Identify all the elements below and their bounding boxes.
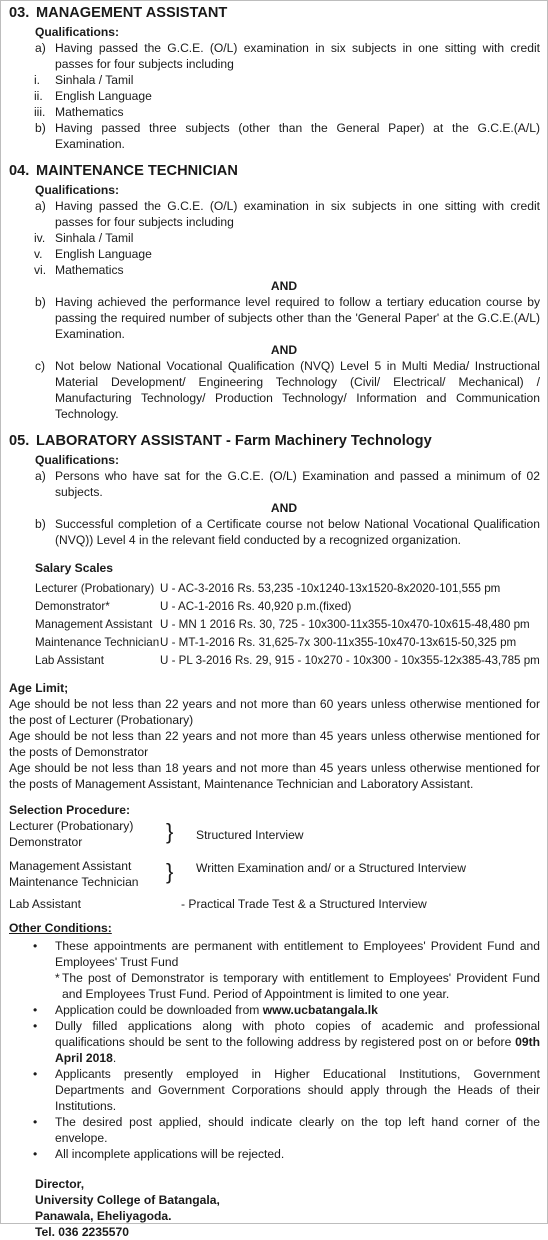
salary-row: Maintenance Technician U - MT-1-2016 Rs. 31,625-7x 300-11x355-10x470-13x615-50,325 pm xyxy=(35,636,517,649)
vacancy-notice-page xyxy=(0,4,548,1240)
subject-item: v. English Language xyxy=(34,247,152,261)
telephone: Tel. 036 2235570 xyxy=(35,1225,129,1239)
qualifications-label: Qualifications: xyxy=(35,25,119,39)
and-separator: AND xyxy=(270,343,298,357)
condition-item: • The desired post applied, should indicate clearly on the top left hand corner of the envelope. xyxy=(33,1115,540,1145)
age-limit-heading: Age Limit; xyxy=(9,681,69,695)
qualification-a: a) Persons who have sat for the G.C.E. (O/L) Examination and passed a minimum of 02 subjects. xyxy=(35,469,540,499)
and-separator: AND xyxy=(270,501,298,515)
subject-item: ii. English Language xyxy=(34,89,152,103)
address-block xyxy=(35,1176,548,1240)
qualification-b: b) Having achieved the performance level required to follow a tertiary education course by passing the required number of subjects other than the 'General Paper' at the G.C.E.(A/L) Examination. xyxy=(35,295,540,341)
conditions-list xyxy=(0,938,548,970)
qualification-c: c) Not below National Vocational Qualification (NVQ) Level 5 in Multi Media/ Instructional Material Development/ Engineering Technology (Civil/ Electrical/ Mechanical) / Manufacturing Technology/ Production Technology/ Information and Communication Technology. xyxy=(35,359,540,421)
subject-item: iv. Sinhala / Tamil xyxy=(34,231,134,245)
condition-item: • These appointments are permanent with entitlement to Employees' Provident Fund and Employees' Trust Fund xyxy=(33,939,540,969)
condition-item: • Application could be downloaded from www.ucbatangala.lk xyxy=(33,1003,378,1017)
selection-group: Lab Assistant - Practical Trade Test & a Structured Interview xyxy=(9,897,427,911)
condition-item: • All incomplete applications will be rejected. xyxy=(33,1147,285,1161)
subject-item: iii. Mathematics xyxy=(34,105,124,119)
other-conditions-heading: Other Conditions: xyxy=(9,921,112,935)
address-line: Panawala, Eheliyagoda. xyxy=(35,1209,172,1223)
qualifications-label: Qualifications: xyxy=(35,453,119,467)
deadline-date: 09th April 2018 xyxy=(55,1035,540,1065)
salary-row: Lecturer (Probationary) U - AC-3-2016 Rs. 53,235 -10x1240-13x1520-8x2020-101,555 pm xyxy=(35,582,501,595)
condition-item: • Applicants presently employed in Higher Educational Institutions, Government Departments and Government Corporations should apply through the Heads of their Institutions. xyxy=(33,1067,540,1113)
qualification-b: b) Successful completion of a Certificate course not below National Vocational Qualification (NVQ)) Level 4 in the relevant field conducted by a recognized organization. xyxy=(35,517,540,547)
qualification-a: a) Having passed the G.C.E. (O/L) examination in six subjects in one sitting with credit passes for four subjects including xyxy=(35,41,540,71)
section-heading-maintenance-technician: 04. MAINTENANCE TECHNICIAN xyxy=(9,163,238,179)
address-line: University College of Batangala, xyxy=(35,1193,220,1207)
conditions-list xyxy=(0,1002,548,1162)
and-separator: AND xyxy=(270,279,298,293)
brace: } xyxy=(166,819,174,844)
subject-item: i. Sinhala / Tamil xyxy=(34,73,134,87)
selection-group: Management Assistant Maintenance Technician } Written Examination and/ or a Structured Interview xyxy=(9,859,466,889)
qualification-b: b) Having passed three subjects (other than the General Paper) at the G.C.E.(A/L) Examination. xyxy=(35,121,540,151)
section-heading-management-assistant: 03. MANAGEMENT ASSISTANT xyxy=(9,5,228,21)
salary-row: Lab Assistant U - PL 3-2016 Rs. 29, 915 - 10x270 - 10x300 - 10x355-12x385-43,785 pm xyxy=(35,654,540,667)
address-line: Director, xyxy=(35,1177,85,1191)
selection-group: Lecturer (Probationary) Demonstrator } Structured Interview xyxy=(9,819,304,849)
salary-row: Management Assistant U - MN 1 2016 Rs. 30, 725 - 10x300-11x355-10x470-10x615-48,480 pm xyxy=(35,618,530,631)
age-limit-paragraph: Age should be not less than 22 years and not more than 45 years unless otherwise mentioned for the posts of Demonstrator xyxy=(9,729,540,759)
qualification-a: a) Having passed the G.C.E. (O/L) examination in six subjects in one sitting with credit passes for four subjects including xyxy=(35,199,540,229)
salary-row: Demonstrator* U - AC-1-2016 Rs. 40,920 p.m.(fixed) xyxy=(35,600,352,613)
salary-scales-heading: Salary Scales xyxy=(35,561,114,575)
website-link[interactable]: www.ucbatangala.lk xyxy=(262,1003,378,1017)
demonstrator-note: * The post of Demonstrator is temporary with entitlement to Employees' Provident Fund and Employees Trust Fund. Period of Appointment is limited to one year. xyxy=(55,971,540,1001)
section-heading-laboratory-assistant: 05. LABORATORY ASSISTANT - Farm Machinery Technology xyxy=(9,433,432,449)
age-limit-paragraph: Age should be not less than 18 years and not more than 45 years unless otherwise mentioned for the posts of Management Assistant, Maintenance Technician and Laboratory Assistant. xyxy=(9,761,540,791)
age-limit-paragraph: Age should be not less than 22 years and not more than 60 years unless otherwise mentioned for the post of Lecturer (Probationary) xyxy=(9,697,540,727)
subject-item: vi. Mathematics xyxy=(34,263,124,277)
condition-item: • Dully filled applications along with photo copies of academic and professional qualifications should be sent to the following address by registered post on or before 09th April 2018. xyxy=(33,1019,540,1065)
selection-procedure-heading: Selection Procedure: xyxy=(9,803,130,817)
brace: } xyxy=(166,859,174,884)
qualifications-label: Qualifications: xyxy=(35,183,119,197)
